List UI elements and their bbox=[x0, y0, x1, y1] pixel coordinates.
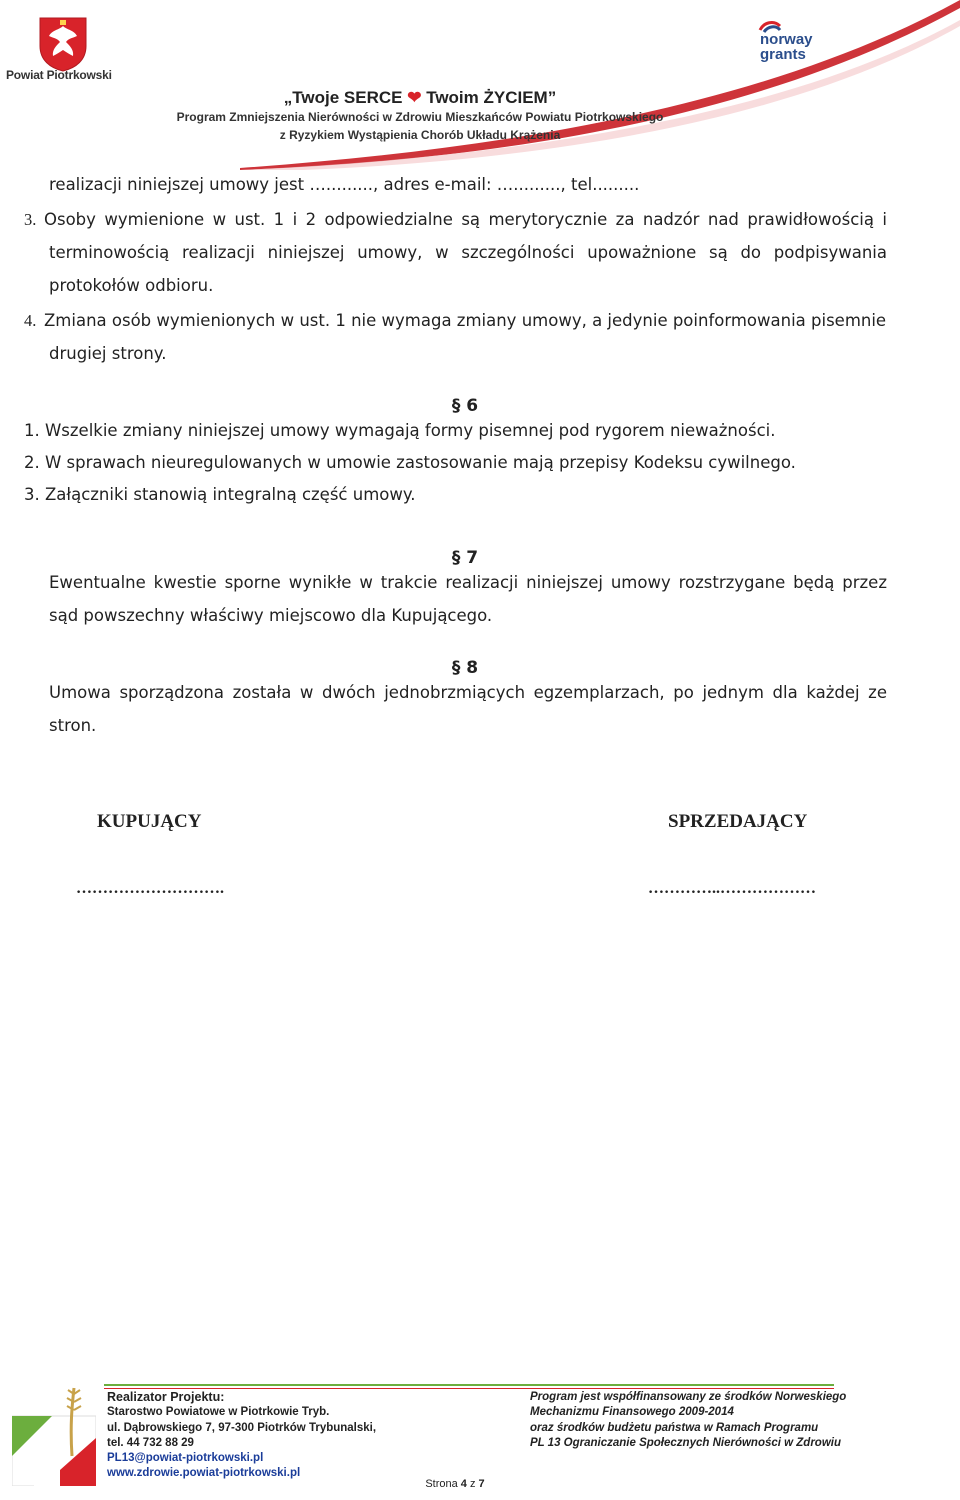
header-swoosh-graphic bbox=[240, 0, 960, 170]
campaign-header bbox=[160, 88, 680, 142]
program-info-line-4: PL 13 Ograniczanie Społecznych Nierówności w Zdrowiu bbox=[530, 1436, 841, 1449]
page-current: 4 bbox=[460, 1478, 467, 1490]
program-info-line-1: Program jest współfinansowany ze środków Norweskiego bbox=[530, 1391, 847, 1403]
page-total: 7 bbox=[478, 1478, 485, 1490]
footer-email-link[interactable]: PL13@powiat-piotrkowski.pl bbox=[107, 1452, 264, 1465]
program-info-line-2: Mechanizmu Finansowego 2009-2014 bbox=[530, 1406, 734, 1419]
footer-realizator bbox=[107, 1390, 407, 1482]
program-title-line2: z Ryzykiem Wystąpienia Chorób Układu Krążenia bbox=[279, 128, 561, 142]
page-separator: z bbox=[469, 1478, 476, 1490]
item-4 bbox=[24, 304, 887, 370]
section-7-text: Ewentualne kwestie sporne wynikłe w trakcie realizacji niniejszej umowy rozstrzygane będą przez sąd powszechny właściwy miejscowo dla Kupującego. bbox=[49, 573, 887, 625]
footer-logo bbox=[12, 1386, 96, 1486]
section-8-title: § 8 bbox=[451, 658, 479, 678]
item-3-text: Osoby wymienione w ust. 1 i 2 odpowiedzialne są merytorycznie za nadzór nad prawidłowością i terminowością realizacji niniejszej umowy, w szczególności upoważnione są do podpisywania protokołów odbioru. bbox=[44, 210, 887, 295]
item-3 bbox=[24, 203, 887, 302]
coat-of-arms-icon bbox=[38, 16, 88, 72]
section-6-title: § 6 bbox=[451, 396, 479, 416]
campaign-title-part2: Twoim ŻYCIEM” bbox=[426, 88, 557, 107]
footer-divider-red bbox=[104, 1388, 834, 1389]
realizator-title: Realizator Projektu: bbox=[107, 1390, 225, 1404]
footer-program-info bbox=[530, 1390, 850, 1451]
buyer-label: KUPUJĄCY bbox=[97, 811, 202, 832]
campaign-title-part1: „Twoje SERCE bbox=[283, 88, 403, 107]
seller-signature-line: …………..……………… bbox=[648, 880, 816, 897]
norway-logo-line2: grants bbox=[760, 46, 806, 63]
campaign-title bbox=[160, 88, 680, 108]
footer-divider-green bbox=[104, 1384, 834, 1386]
seller-label: SPRZEDAJĄCY bbox=[668, 811, 808, 832]
footer-website-link[interactable]: www.zdrowie.powiat-piotrkowski.pl bbox=[107, 1467, 301, 1480]
section-6-item-1: 1. Wszelkie zmiany niniejszej umowy wymagają formy pisemnej pod rygorem nieważności. bbox=[24, 421, 776, 440]
section-7-title: § 7 bbox=[451, 548, 479, 568]
section-6-item-3: 3. Załączniki stanowią integralną część umowy. bbox=[24, 485, 416, 504]
page-label: Strona bbox=[425, 1478, 458, 1490]
wheat-flag-icon bbox=[12, 1386, 96, 1486]
realizator-line-3: tel. 44 732 88 29 bbox=[107, 1436, 194, 1449]
norway-logo-line1: norway bbox=[760, 31, 813, 48]
county-logo bbox=[6, 16, 126, 88]
buyer-signature-line: ………………………. bbox=[76, 880, 224, 897]
heart-icon: ❤ bbox=[407, 88, 422, 107]
section-8-text: Umowa sporządzona została w dwóch jednobrzmiących egzemplarzach, po jednym dla każdej ze stron. bbox=[49, 683, 887, 735]
contact-line: realizacji niniejszej umowy jest …........., adres e-mail: …........., tel......... bbox=[49, 175, 640, 194]
program-info-line-3: oraz środków budżetu państwa w Ramach Programu bbox=[530, 1421, 819, 1434]
item-3-number: 3. bbox=[24, 210, 37, 229]
section-6-item-2: 2. W sprawach nieuregulowanych w umowie zastosowanie mają przepisy Kodeksu cywilnego. bbox=[24, 453, 796, 472]
item-4-text: Zmiana osób wymienionych w ust. 1 nie wymaga zmiany umowy, a jedynie poinformowania pisemnie drugiej strony. bbox=[44, 311, 887, 363]
norway-grants-logo bbox=[750, 18, 830, 68]
realizator-line-2: ul. Dąbrowskiego 7, 97-300 Piotrków Trybunalski, bbox=[107, 1421, 377, 1434]
page-number bbox=[0, 1478, 910, 1490]
realizator-line-1: Starostwo Powiatowe w Piotrkowie Tryb. bbox=[107, 1406, 330, 1419]
county-name: Powiat Piotrkowski bbox=[6, 68, 112, 82]
item-4-number: 4. bbox=[24, 311, 37, 330]
program-title-line1: Program Zmniejszenia Nierówności w Zdrowiu Mieszkańców Powiatu Piotrkowskiego bbox=[176, 110, 664, 124]
